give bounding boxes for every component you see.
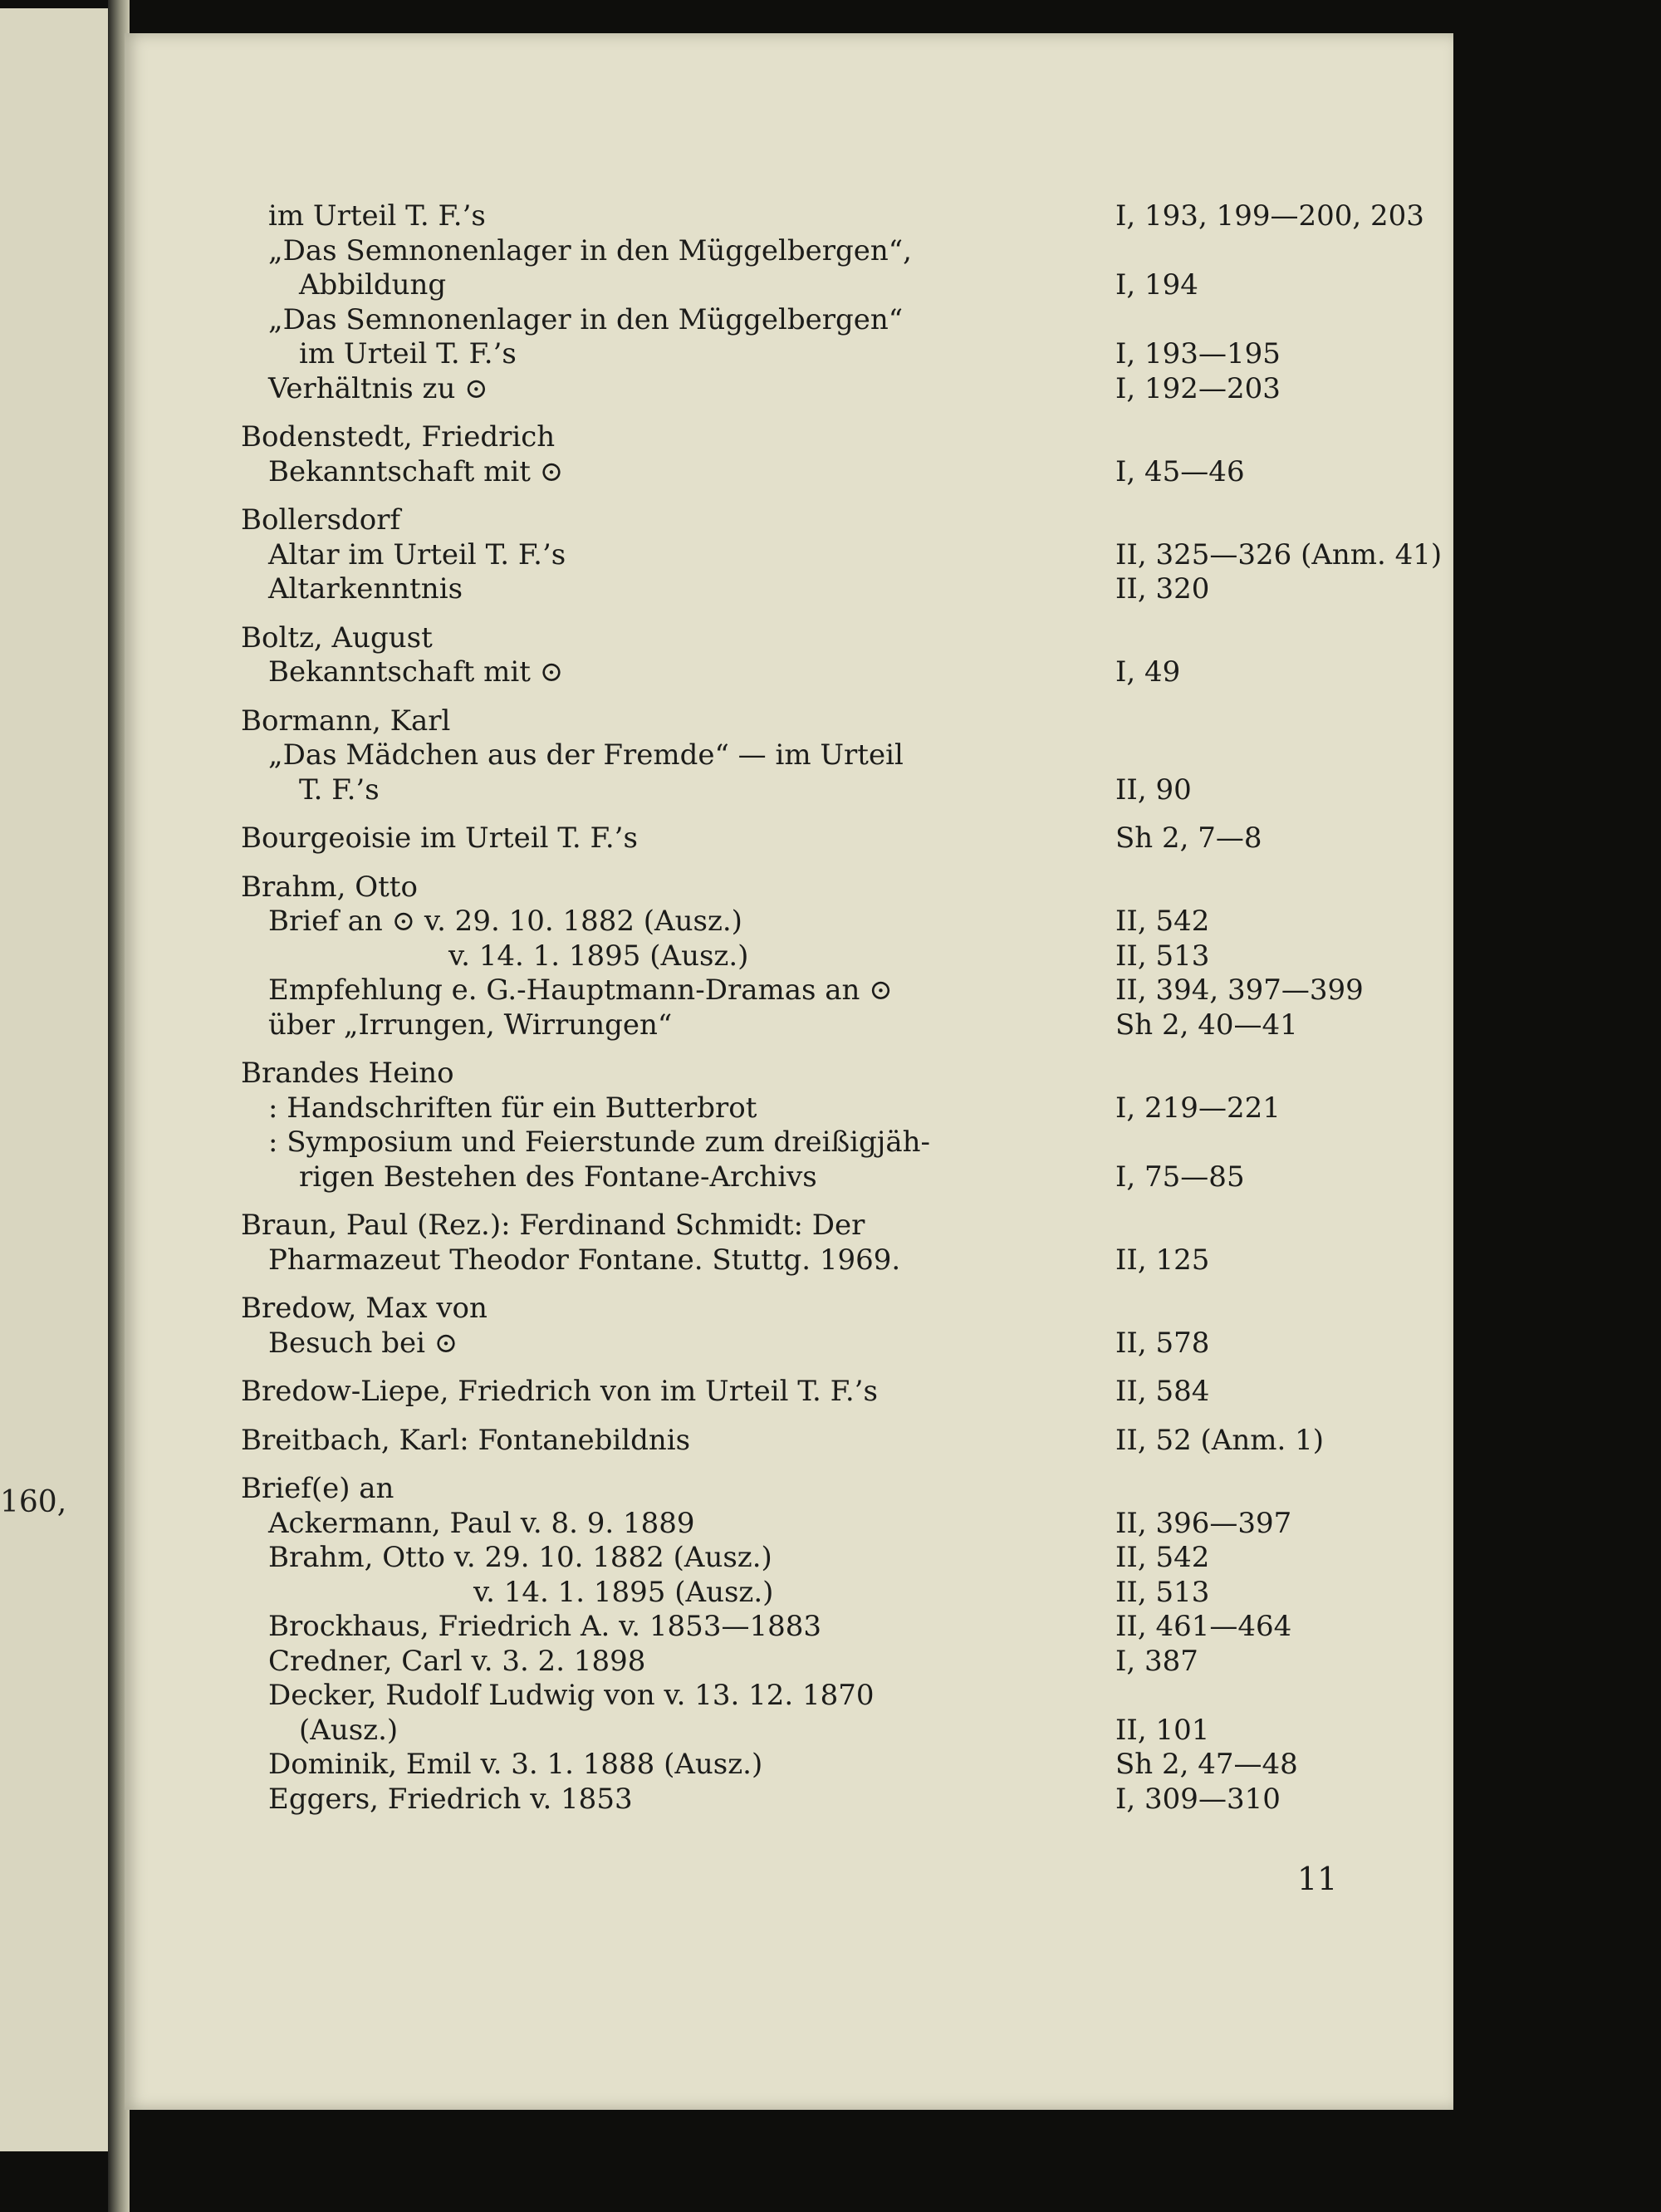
entry-subheading: Ackermann, Paul v. 8. 9. 1889 (268, 1506, 695, 1540)
index-entry (241, 1375, 1420, 1410)
index-line (241, 905, 1420, 939)
entry-subheading: T. F.’s (299, 772, 380, 807)
index-line (241, 822, 1420, 856)
page-reference: II, 542 (1115, 1541, 1210, 1574)
entry-subheading: Dominik, Emil v. 3. 1. 1888 (Ausz.) (268, 1748, 763, 1781)
index-line (241, 337, 1420, 372)
index-line (241, 537, 1443, 573)
entry-heading: Boltz, August (241, 620, 433, 655)
index-line (241, 1714, 1420, 1749)
page-reference: II, 396—397 (1115, 1506, 1292, 1540)
index-line (241, 1243, 1420, 1278)
entry-subheading: Pharmazeut Theodor Fontane. Stuttg. 1969. (268, 1243, 901, 1277)
page-reference: Sh 2, 40—41 (1115, 1008, 1298, 1042)
entry-subheading: Credner, Carl v. 3. 2. 1898 (268, 1644, 646, 1678)
index-entry (241, 1424, 1420, 1459)
page-reference: I, 193, 199—200, 203 (1115, 199, 1424, 233)
page-reference: II, 394, 397—399 (1115, 974, 1364, 1007)
entry-heading: Bredow-Liepe, Friedrich von im Urteil T. F.’s (241, 1375, 878, 1408)
index-entry (241, 1292, 1420, 1361)
entry-subheading: „Das Semnonenlager in den Müggelbergen“ (268, 302, 904, 336)
index-line (241, 1327, 1420, 1361)
index-line (241, 234, 1420, 269)
index-entries (241, 199, 1443, 1831)
entry-subheading: Empfehlung e. G.-Hauptmann-Dramas an ⊙ (268, 974, 893, 1007)
index-entry (241, 1057, 1420, 1194)
left-page-text: 160, (0, 1485, 67, 1519)
index-line (241, 1091, 1420, 1126)
page-reference: II, 52 (Anm. 1) (1115, 1423, 1325, 1457)
index-line (241, 655, 1420, 690)
index-line (241, 738, 1420, 773)
entry-subheading: Eggers, Friedrich v. 1853 (268, 1782, 633, 1816)
index-line (241, 871, 1420, 905)
page-reference: I, 192—203 (1115, 371, 1281, 405)
index-line (241, 1679, 1420, 1714)
index-line (241, 1209, 1420, 1243)
entry-heading: Brandes Heino (241, 1057, 454, 1090)
index-line (241, 621, 1420, 656)
page-reference: II, 513 (1115, 1575, 1210, 1609)
entry-subheading: Brief an ⊙ v. 29. 10. 1882 (Ausz.) (268, 905, 742, 938)
entry-subheading: Altarkenntnis (268, 572, 463, 606)
index-line (241, 1160, 1420, 1195)
page-reference: II, 101 (1115, 1713, 1210, 1747)
entry-subheading: über „Irrungen, Wirrungen“ (268, 1008, 673, 1042)
entry-heading: Bredow, Max von (241, 1292, 488, 1325)
page-reference: Sh 2, 47—48 (1115, 1748, 1298, 1781)
index-line (241, 974, 1420, 1008)
entry-subheading: Decker, Rudolf Ludwig von v. 13. 12. 1870 (268, 1679, 875, 1712)
index-line (241, 1783, 1420, 1817)
index-line (241, 1292, 1420, 1327)
entry-subheading: rigen Bestehen des Fontane-Archivs (299, 1160, 817, 1194)
page-reference: II, 542 (1115, 905, 1210, 938)
index-line (241, 939, 1420, 974)
page-number: 11 (1297, 1861, 1338, 1897)
entry-subheading: Abbildung (299, 268, 447, 302)
entry-subheading: „Das Mädchen aus der Fremde“ — im Urteil (268, 738, 904, 772)
index-line (241, 420, 1420, 455)
page-reference: Sh 2, 7—8 (1115, 822, 1262, 855)
page-reference: II, 461—464 (1115, 1610, 1292, 1643)
entry-heading: Bourgeoisie im Urteil T. F.’s (241, 822, 638, 855)
index-line (241, 303, 1420, 338)
index-line (241, 268, 1420, 303)
page-reference: I, 387 (1115, 1644, 1198, 1678)
entry-heading: Bollersdorf (241, 503, 401, 537)
index-entry (241, 199, 1424, 406)
entry-subheading: v. 14. 1. 1895 (Ausz.) (473, 1575, 774, 1609)
entry-subheading: Bekanntschaft mit ⊙ (268, 454, 564, 488)
index-line (241, 1375, 1420, 1410)
index-line (241, 1472, 1420, 1507)
index-page (125, 33, 1453, 2110)
page-reference: II, 90 (1115, 772, 1192, 807)
index-line (241, 1126, 1420, 1160)
page-reference: II, 320 (1115, 572, 1210, 606)
page-reference: I, 194 (1115, 268, 1198, 302)
entry-subheading: im Urteil T. F.’s (268, 199, 486, 233)
page-reference: I, 49 (1115, 655, 1181, 689)
index-entry (241, 1472, 1420, 1817)
page-reference: II, 578 (1115, 1326, 1210, 1360)
entry-heading: Brahm, Otto (241, 870, 418, 904)
entry-subheading: v. 14. 1. 1895 (Ausz.) (448, 939, 749, 973)
index-line (241, 704, 1420, 739)
page-reference: I, 45—46 (1115, 454, 1245, 488)
entry-heading: Braun, Paul (Rez.): Ferdinand Schmidt: Der (241, 1209, 865, 1242)
index-line (241, 372, 1420, 407)
page-reference: I, 219—221 (1115, 1091, 1281, 1125)
index-line (241, 572, 1420, 607)
index-line (241, 1645, 1420, 1680)
index-line (241, 1008, 1420, 1043)
page-reference: I, 193—195 (1115, 337, 1281, 370)
index-line (241, 1576, 1420, 1611)
page-reference: I, 309—310 (1115, 1782, 1281, 1816)
page-reference: II, 513 (1115, 939, 1210, 973)
index-line (241, 1610, 1420, 1645)
index-line (241, 199, 1424, 234)
entry-heading: Breitbach, Karl: Fontanebildnis (241, 1423, 691, 1457)
index-line (241, 1748, 1420, 1783)
index-line (241, 1057, 1420, 1091)
entry-subheading: Besuch bei ⊙ (268, 1326, 458, 1360)
index-line (241, 1424, 1420, 1459)
entry-heading: Bormann, Karl (241, 704, 451, 738)
index-entry (241, 503, 1443, 607)
entry-subheading: : Handschriften für ein Butterbrot (268, 1091, 757, 1125)
index-entry (241, 420, 1420, 489)
index-entry (241, 822, 1420, 856)
entry-subheading: „Das Semnonenlager in den Müggelbergen“, (268, 233, 912, 267)
index-line (241, 455, 1420, 490)
page-reference: II, 125 (1115, 1243, 1210, 1277)
index-entry (241, 704, 1420, 808)
page-reference: II, 325—326 (Anm. 41) (1115, 537, 1443, 571)
entry-subheading: Brockhaus, Friedrich A. v. 1853—1883 (268, 1610, 821, 1643)
entry-subheading: (Ausz.) (299, 1713, 399, 1747)
entry-subheading: Verhältnis zu ⊙ (268, 371, 488, 405)
index-entry (241, 621, 1420, 690)
index-entry (241, 1209, 1420, 1278)
entry-subheading: Brahm, Otto v. 29. 10. 1882 (Ausz.) (268, 1541, 772, 1574)
entry-heading: Brief(e) an (241, 1472, 394, 1505)
left-page-edge (0, 8, 112, 2151)
page-reference: II, 584 (1115, 1375, 1210, 1408)
entry-heading: Bodenstedt, Friedrich (241, 420, 556, 454)
index-line (241, 1541, 1420, 1576)
entry-subheading: : Symposium und Feierstunde zum dreißigjäh- (268, 1126, 930, 1159)
index-line (241, 773, 1420, 808)
entry-subheading: Bekanntschaft mit ⊙ (268, 655, 564, 689)
entry-subheading: Altar im Urteil T. F.’s (268, 537, 566, 571)
index-entry (241, 871, 1420, 1043)
index-line (241, 1507, 1420, 1542)
page-reference: I, 75—85 (1115, 1160, 1245, 1194)
entry-subheading: im Urteil T. F.’s (299, 337, 517, 370)
index-line (241, 503, 1420, 538)
